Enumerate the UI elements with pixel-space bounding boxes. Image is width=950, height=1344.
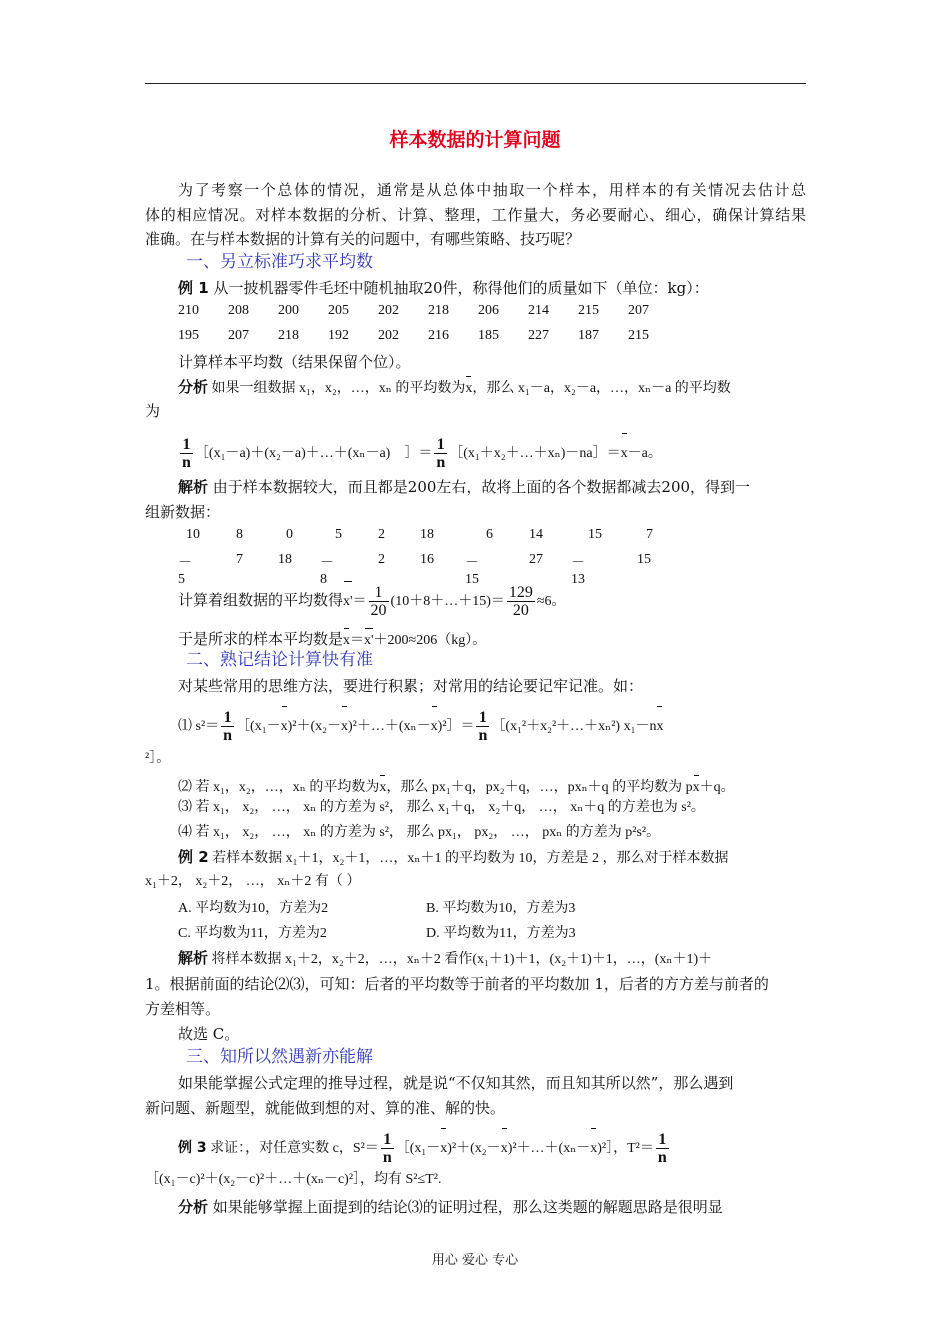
xbar-symbol: x	[693, 772, 700, 798]
xbar-symbol: x	[501, 1125, 508, 1167]
data-cell: 218	[428, 303, 449, 318]
fraction	[476, 709, 489, 744]
data-cell: 216	[428, 328, 449, 343]
xbar-prime-symbol: x'	[343, 578, 353, 620]
data-cell: 218	[278, 328, 299, 343]
denominator: n	[478, 727, 488, 745]
conclusion-4: ⑷ 若 x₁， x₂， …， xₙ 的方差为 s²， 那么 px₁， px₂， …， pxₙ 的方差为 p²s²。	[178, 825, 661, 840]
example-3	[178, 1125, 671, 1167]
xbar-symbol: x	[341, 703, 348, 745]
formula-1-part-b: ［(x₁＋x₂＋…＋xₙ)－na］＝	[449, 446, 621, 461]
data-cell: 185	[478, 328, 499, 343]
data-cell: 215	[628, 328, 649, 343]
conclusion-1-d: )²＋…＋(xₙ－	[348, 719, 431, 734]
fraction	[507, 584, 535, 619]
solution-label: 解析	[178, 949, 209, 967]
data-cell: 207	[628, 303, 649, 318]
analysis-1	[178, 373, 731, 399]
page-footer: 用心 爱心 专心	[431, 1253, 519, 1268]
example-3-cont: ［(x₁－c)²＋(x₂－c)²＋…＋(xₙ－c)²］，均有 S²≤T².	[145, 1172, 442, 1187]
denominator: n	[223, 727, 233, 745]
data-cell: 215	[578, 303, 599, 318]
data-cell: 206	[478, 303, 499, 318]
example-2	[178, 847, 729, 869]
analysis-3-text: 如果能够掌握上面提到的结论⑶的证明过程，那么这类题的解题思路是很明显	[208, 1198, 723, 1216]
section-3-heading: 三、知所以然遇新亦能解	[186, 1047, 373, 1067]
fraction	[656, 1131, 669, 1166]
conclusion-1-c: )²＋(x₂－	[287, 719, 342, 734]
data-cell: 2	[378, 527, 385, 542]
option-c: C. 平均数为11，方差为2	[178, 926, 327, 941]
data-cell: 18	[278, 552, 292, 567]
denominator: n	[182, 454, 191, 472]
data-cell: 192	[328, 328, 349, 343]
fraction	[180, 436, 193, 471]
example-3-b: ［(x₁－	[395, 1141, 441, 1156]
conclusion-1-cont: ²］。	[145, 751, 171, 766]
numerator: 1	[656, 1131, 669, 1149]
denominator: n	[657, 1149, 667, 1167]
data-cell: －13	[571, 556, 585, 587]
option-d: D. 平均数为11，方差为3	[426, 926, 576, 941]
denominator: n	[382, 1149, 392, 1167]
data-cell: 195	[178, 328, 199, 343]
result-text-a: 于是所求的样本平均数是	[178, 630, 344, 648]
data-cell: 207	[228, 328, 249, 343]
analysis-1-text-b: ，那么 x₁－a，x₂－a，…，xₙ－a 的平均数	[472, 381, 731, 396]
data-cell: 8	[236, 527, 243, 542]
fraction	[221, 709, 234, 744]
page-title: 样本数据的计算问题	[389, 129, 561, 151]
fraction	[381, 1131, 394, 1166]
data-cell: 200	[278, 303, 299, 318]
solution-2-line-2: 1。根据前面的结论⑵⑶，可知：后者的平均数等于前者的平均数加 1，后者的方方差与前者的	[145, 975, 769, 993]
analysis-label: 分析	[178, 378, 209, 396]
xbar-symbol: x	[379, 772, 386, 798]
solution-2-line-3: 方差相等。	[145, 1000, 221, 1018]
example-2-cont: x₁＋2， x₂＋2， …， xₙ＋2 有（ ）	[145, 874, 361, 889]
intro-line-1: 为了考察一个总体的情况，通常是从总体中抽取一个样本，用样本的有关情况去估计总	[178, 181, 806, 199]
numerator: 1	[476, 709, 489, 727]
xbar-symbol: x	[465, 373, 472, 399]
option-b: B. 平均数为10，方差为3	[426, 901, 576, 916]
xbar-symbol: x	[431, 703, 438, 745]
data-cell: －15	[465, 556, 479, 587]
intro-line-3: 准确。在与样本数据的计算有关的问题中，有哪些策略、技巧呢？	[145, 230, 581, 248]
example-1	[178, 278, 709, 298]
xbar-symbol: x	[343, 625, 350, 651]
xbar-symbol: x	[281, 703, 288, 745]
example-1-question: 计算样本平均数（结果保留个位）。	[178, 353, 411, 371]
result-text-c: ＋200≈206（kg）。	[373, 633, 487, 648]
denominator: 20	[512, 601, 529, 619]
numerator: 1	[369, 584, 389, 602]
conclusion-2	[178, 772, 735, 798]
conclusion-3: ⑶ 若 x₁， x₂， …， xₙ 的方差为 s²， 那么 x₁＋q， x₂＋q， …， xₙ＋q 的方差也为 s²。	[178, 800, 705, 815]
conclusion-1	[178, 703, 663, 745]
numerator: 1	[381, 1131, 394, 1149]
solution-1	[178, 477, 750, 497]
data-cell: 15	[588, 527, 602, 542]
solution-label: 解析	[178, 478, 209, 496]
xbar-prime-symbol: x'	[364, 625, 374, 651]
example-3-e: )²］，T²＝	[597, 1141, 654, 1156]
result-text-b: ＝	[350, 633, 365, 648]
xbar-symbol: x	[440, 1125, 447, 1167]
xbar-symbol: x	[621, 430, 628, 472]
data-cell: 27	[529, 552, 543, 567]
data-cell: 208	[228, 303, 249, 318]
data-cell: 214	[528, 303, 549, 318]
data-cell: 205	[328, 303, 349, 318]
analysis-1-cont: 为	[145, 402, 161, 420]
fraction	[434, 436, 447, 471]
header-rule	[145, 83, 806, 84]
xbar-symbol: x	[590, 1125, 597, 1167]
data-cell: 14	[529, 527, 543, 542]
section-3-line-2: 新问题、新题型，就能做到想的对、算的准、解的快。	[145, 1099, 506, 1117]
data-cell: 16	[420, 552, 434, 567]
formula-1	[178, 430, 662, 472]
example-2-text: 若样本数据 x₁＋1，x₂＋1，…，xₙ＋1 的平均数为 10，方差是 2 ，那么对于样本数据	[208, 851, 729, 866]
formula-1-part-a: ［(x₁－a)＋(x₂－a)＋…＋(xₙ－a) ］＝	[194, 446, 433, 461]
section-3-line-1: 如果能掌握公式定理的推导过程，就是说“不仅知其然，而且知其所以然”，那么遇到	[178, 1074, 734, 1092]
data-cell: 0	[286, 527, 293, 542]
example-3-label: 例 3	[178, 1140, 207, 1156]
denominator: n	[436, 454, 446, 472]
analysis-1-text-a: 如果一组数据 x₁，x₂，…，xₙ 的平均数为	[208, 381, 466, 396]
solution-2-text: 将样本数据 x₁＋2，x₂＋2，…，xₙ＋2 看作(x₁＋1)＋1，(x₂＋1)＋1，…，(xₙ＋1)＋	[208, 952, 713, 967]
conclusion-2-b: ，那么 px₁＋q，px₂＋q，…，pxₙ＋q 的平均数为 p	[386, 780, 693, 795]
data-cell: 7	[236, 552, 243, 567]
example-1-label: 例 1	[178, 279, 209, 297]
calc-text-c: ≈6。	[536, 594, 566, 609]
xbar-symbol: x	[656, 703, 663, 745]
data-cell: －5	[178, 556, 192, 587]
data-cell: 210	[178, 303, 199, 318]
calc-line: 计算着组数据的平均数得x'＝ $\frac{1}{20}$ (10＋8＋…＋15)＝ $\frac{129}{20}$ ≈6。	[178, 578, 566, 620]
example-3-a: 求证：，对任意实数 c，S²＝	[206, 1141, 379, 1156]
data-cell: 227	[528, 328, 549, 343]
conclusion-1-a: ⑴ s²＝	[178, 719, 220, 734]
numerator: 129	[508, 583, 533, 601]
option-a: A. 平均数为10，方差为2	[178, 901, 329, 916]
example-3-c: )²＋(x₂－	[447, 1141, 501, 1156]
solution-1-cont: 组新数据：	[145, 503, 221, 521]
data-cell: 5	[335, 527, 342, 542]
conclusion-2-a: ⑵ 若 x₁，x₂，…，xₙ 的平均数为	[178, 780, 380, 795]
section-1-heading: 一、另立标准巧求平均数	[186, 252, 373, 272]
analysis-3	[178, 1197, 723, 1217]
example-1-text: 从一披机器零件毛坯中随机抽取20件，称得他们的质量如下（单位：kg）：	[208, 279, 709, 297]
data-cell: 187	[578, 328, 599, 343]
section-2-heading: 二、熟记结论计算快有准	[186, 650, 373, 670]
fraction	[369, 584, 389, 619]
data-cell: 18	[420, 527, 434, 542]
result-line	[178, 625, 486, 651]
formula-1-part-c: －a。	[627, 446, 662, 461]
data-cell: －8	[320, 556, 334, 587]
solution-2	[178, 948, 712, 970]
data-cell: 10	[186, 527, 200, 542]
calc-text-a: 计算着组数据的平均数得	[178, 591, 344, 609]
conclusion-2-c: ＋q。	[699, 780, 735, 795]
conclusion-1-f: ［(x₁²＋x₂²＋…＋xₙ²) x₁－n	[491, 719, 657, 734]
intro-line-2: 体的相应情况。对样本数据的分析、计算、整理，工作量大，务必要耐心、细心，确保计算结果	[145, 206, 806, 224]
example-2-label: 例 2	[178, 848, 209, 866]
solution-1-text: 由于样本数据较大，而且都是200左右，故将上面的各个数据都减去200，得到一	[208, 478, 751, 496]
solution-2-answer: 故选 C。	[178, 1025, 240, 1043]
data-cell: 6	[486, 527, 493, 542]
data-cell: 7	[646, 527, 653, 542]
data-cell: 202	[378, 328, 399, 343]
conclusion-1-e: )²］＝	[437, 719, 475, 734]
calc-text-b: (10＋8＋…＋15)＝	[390, 594, 505, 609]
section-2-intro: 对某些常用的思维方法，要进行积累；对常用的结论要记牢记准。如：	[178, 677, 644, 695]
analysis-label: 分析	[178, 1198, 209, 1216]
data-cell: 2	[378, 552, 385, 567]
numerator: 1	[221, 709, 234, 727]
conclusion-1-b: ［(x₁－	[236, 719, 281, 734]
data-cell: 202	[378, 303, 399, 318]
numerator: 1	[180, 436, 193, 454]
example-3-d: )²＋…＋(xₙ－	[507, 1141, 591, 1156]
denominator: 20	[370, 601, 387, 619]
data-cell: 15	[637, 552, 651, 567]
numerator: 1	[434, 436, 447, 454]
